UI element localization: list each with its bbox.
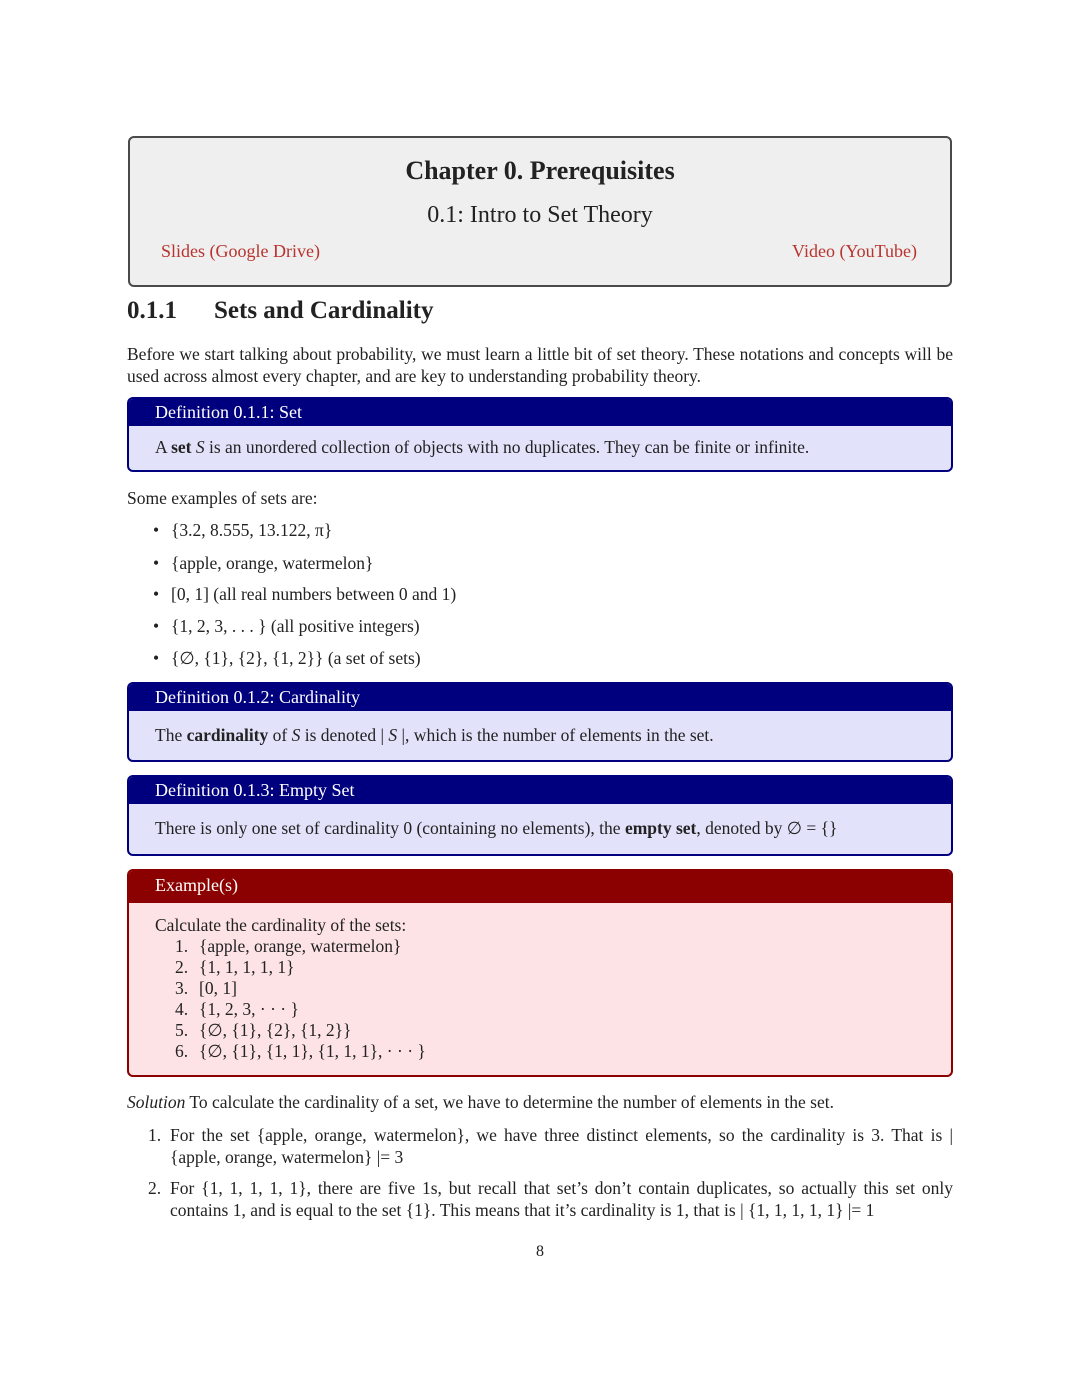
definition-empty-set-box bbox=[127, 775, 953, 856]
examples-intro: Some examples of sets are: bbox=[127, 488, 318, 508]
list-item bbox=[175, 957, 925, 978]
subsection-heading bbox=[127, 297, 433, 325]
intro-paragraph: Before we start talking about probability, we must learn a little bit of set theory. These notations and concepts will be used across almost every chapter, and are key to understanding probability theory. bbox=[127, 344, 953, 386]
page-number: 8 bbox=[536, 1243, 544, 1260]
item-text: For {1, 1, 1, 1, 1}, there are five 1s, but recall that set’s don’t contain duplicates, so actually this set only contains 1, and is equal to the set {1}. This means that it’s cardinality is 1, that is | {1, 1, 1, 1, 1} |= 1 bbox=[170, 1178, 953, 1220]
item-number: 3. bbox=[175, 978, 189, 998]
chapter-header-box bbox=[128, 136, 952, 287]
variable: S bbox=[388, 725, 398, 745]
item-text: {1, 2, 3, . . . } (all positive integers) bbox=[171, 616, 420, 636]
item-number: 1. bbox=[175, 936, 189, 956]
item-text: For the set {apple, orange, watermelon}, we have three distinct elements, so the cardinality is 3. That is | {apple, orange, watermelon} |= 3 bbox=[170, 1125, 953, 1167]
list-item bbox=[153, 648, 421, 669]
item-number: 6. bbox=[175, 1041, 189, 1061]
item-text: [0, 1] bbox=[199, 978, 237, 998]
item-number: 5. bbox=[175, 1020, 189, 1040]
item-text: {∅, {1}, {1, 1}, {1, 1, 1}, · · · } bbox=[199, 1041, 426, 1061]
list-item bbox=[175, 1020, 925, 1041]
solution-item bbox=[148, 1124, 953, 1168]
text: The bbox=[155, 725, 187, 745]
section-title: 0.1: Intro to Set Theory bbox=[427, 202, 653, 228]
solution-intro bbox=[127, 1092, 953, 1113]
item-number: 4. bbox=[175, 999, 189, 1019]
item-text: [0, 1] (all real numbers between 0 and 1) bbox=[171, 584, 457, 604]
text: There is only one set of cardinality 0 (containing no elements), the bbox=[155, 818, 625, 838]
item-text: {∅, {1}, {2}, {1, 2}} (a set of sets) bbox=[171, 648, 421, 668]
item-text: {1, 2, 3, · · · } bbox=[199, 999, 299, 1019]
subsection-number: 0.1.1 bbox=[127, 297, 177, 324]
item-text: {apple, orange, watermelon} bbox=[199, 936, 402, 956]
item-number: 2. bbox=[148, 1178, 162, 1198]
text: , denoted by ∅ = {} bbox=[696, 818, 838, 838]
definition-set-box bbox=[127, 397, 953, 472]
list-item bbox=[175, 936, 925, 957]
text: of bbox=[268, 725, 292, 745]
text: A bbox=[155, 437, 172, 457]
solution-label: Solution bbox=[127, 1092, 186, 1112]
list-item bbox=[175, 999, 925, 1020]
term: cardinality bbox=[186, 725, 269, 745]
example-prompt: Calculate the cardinality of the sets: bbox=[155, 915, 407, 935]
text: is denoted | bbox=[300, 725, 389, 745]
text: is an unordered collection of objects with no duplicates. They can be finite or infinite. bbox=[204, 437, 810, 457]
subsection-title: Sets and Cardinality bbox=[214, 297, 434, 324]
slides-link[interactable]: Slides (Google Drive) bbox=[161, 241, 320, 261]
list-item bbox=[175, 1041, 925, 1062]
definition-title: Definition 0.1.1: Set bbox=[129, 399, 951, 426]
definition-title: Definition 0.1.3: Empty Set bbox=[129, 777, 951, 804]
item-number: 1. bbox=[148, 1125, 162, 1145]
solution-item bbox=[148, 1177, 953, 1221]
item-number: 2. bbox=[175, 957, 189, 977]
list-item bbox=[153, 616, 420, 637]
variable: S bbox=[195, 437, 205, 457]
term: empty set bbox=[624, 818, 697, 838]
item-text: {apple, orange, watermelon} bbox=[171, 553, 374, 573]
item-text: {1, 1, 1, 1, 1} bbox=[199, 957, 295, 977]
example-box bbox=[127, 869, 953, 1077]
list-item bbox=[175, 978, 925, 999]
chapter-title: Chapter 0. Prerequisites bbox=[405, 156, 675, 185]
video-link[interactable]: Video (YouTube) bbox=[792, 241, 917, 261]
example-items bbox=[155, 936, 925, 1062]
item-text: {∅, {1}, {2}, {1, 2}} bbox=[199, 1020, 352, 1040]
list-item bbox=[153, 584, 456, 605]
list-item bbox=[153, 520, 332, 541]
solution-text: To calculate the cardinality of a set, we have to determine the number of elements in the set. bbox=[185, 1092, 834, 1112]
definition-cardinality-box bbox=[127, 682, 953, 762]
example-title: Example(s) bbox=[129, 871, 951, 903]
list-item bbox=[153, 553, 373, 574]
item-text: {3.2, 8.555, 13.122, π} bbox=[171, 520, 333, 540]
term: set bbox=[171, 437, 192, 457]
definition-title: Definition 0.1.2: Cardinality bbox=[129, 684, 951, 711]
text: |, which is the number of elements in the set. bbox=[397, 725, 714, 745]
variable: S bbox=[291, 725, 301, 745]
